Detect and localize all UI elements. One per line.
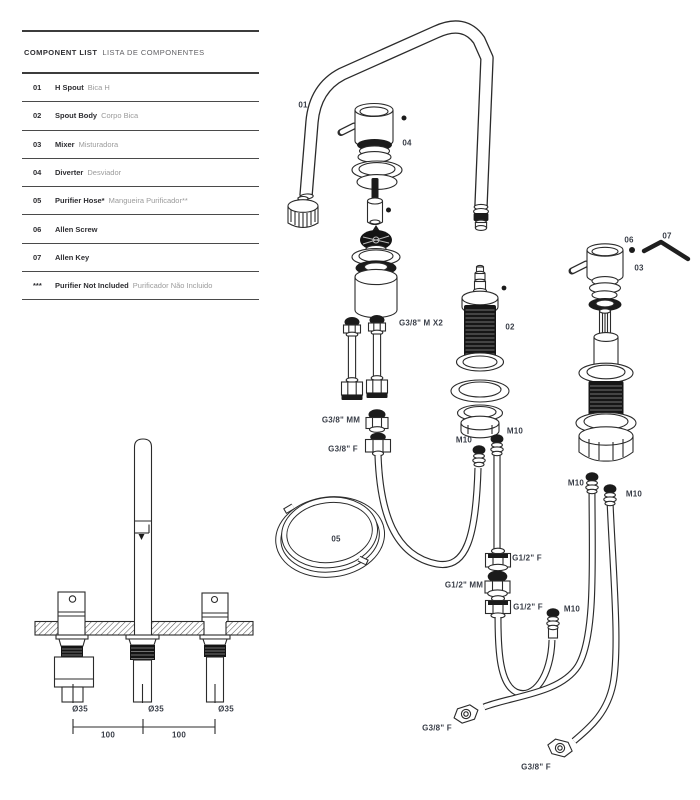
part-label-03: 03: [634, 263, 644, 273]
fitting-label-m10-c: M10: [567, 478, 585, 488]
fitting-label-g38f-bl: G3/8" F: [422, 723, 452, 733]
part-label-02: 02: [505, 322, 515, 332]
mixer-hoses-drawing: [452, 489, 616, 758]
fitting-label-g38mm: G3/8" MM: [321, 415, 361, 425]
diverter-drawing: [341, 104, 407, 235]
fitting-label-g38f: G3/8" F: [328, 444, 358, 454]
fitting-label-g12f-a: G1/2" F: [512, 553, 542, 563]
spout-body-drawing: [451, 265, 509, 437]
fitting-label-g12mm: G1/2" MM: [444, 580, 484, 590]
fitting-label-m10-b: M10: [506, 426, 524, 436]
fitting-label-g38mx2: G3/8" M X2: [398, 318, 444, 328]
hoses-g12-drawing: [485, 452, 558, 694]
fitting-label-g38f-br: G3/8" F: [521, 762, 551, 772]
part-label-04: 04: [402, 138, 412, 148]
component-row-footnote: *** Purifier Not Included Purificador Não Incluido: [22, 272, 259, 300]
component-row-06: 06 Allen Screw: [22, 215, 259, 243]
installation-drawing: [35, 439, 253, 734]
supply-pipes-drawing: [342, 315, 391, 456]
part-label-05: 05: [331, 534, 341, 544]
component-row-03: 03 Mixer Misturadora: [22, 131, 259, 159]
component-row-02: 02 Spout Body Corpo Bica: [22, 102, 259, 130]
dim-label-d35-left: Ø35: [72, 704, 88, 714]
fitting-label-m10-d: M10: [625, 489, 643, 499]
fitting-label-g12f-b: G1/2" F: [513, 602, 543, 612]
dim-label-d35-right: Ø35: [218, 704, 234, 714]
h-spout-drawing: [300, 27, 489, 230]
dim-label-d35-center: Ø35: [148, 704, 164, 714]
purifier-hose-coil-drawing: [274, 493, 386, 580]
component-list-title-en: COMPONENT LIST: [24, 47, 98, 57]
component-row-05: 05 Purifier Hose* Mangueira Purificador**: [22, 187, 259, 215]
hose-u-drawing: [378, 455, 478, 565]
mixer-drawing: [572, 242, 688, 461]
component-list-title-pt: LISTA DE COMPONENTES: [102, 47, 205, 57]
fitting-label-m10-a: M10: [455, 435, 473, 445]
fitting-label-m10-e: M10: [563, 604, 581, 614]
component-row-01: 01 H Spout Bica H: [22, 74, 259, 102]
aerator-drawing: [288, 197, 318, 229]
dim-label-100-left: 100: [101, 730, 115, 740]
allen-key-drawing: [644, 242, 688, 259]
dim-label-100-right: 100: [172, 730, 186, 740]
cartridge-drawing: [352, 230, 400, 318]
part-label-01: 01: [298, 100, 308, 110]
component-row-04: 04 Diverter Desviador: [22, 159, 259, 187]
part-label-06: 06: [624, 235, 634, 245]
component-row-07: 07 Allen Key: [22, 244, 259, 272]
part-label-07: 07: [662, 231, 672, 241]
